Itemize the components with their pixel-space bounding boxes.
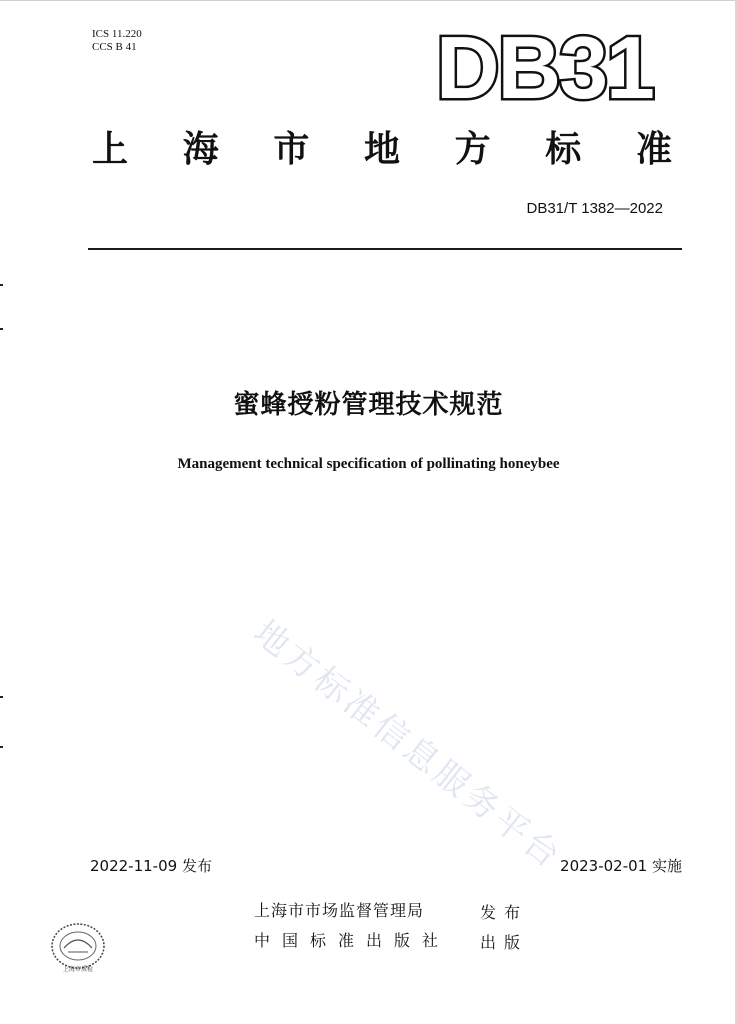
implementation-date: 2023-02-01 实施 [560,857,682,875]
issue-date: 2022-11-09 发布 [90,857,212,875]
publisher-role-label: 出版 [480,933,529,952]
document-title-chinese: 蜜蜂授粉管理技术规范 [233,390,504,420]
ccs-code: CCS B 41 [92,41,137,53]
header-divider [88,248,682,250]
watermark-text: 地方标准信息服务平台 [245,612,570,878]
top-border [0,0,737,1]
publisher-name: 中国标准出版社 [254,931,451,950]
issuer-role-label: 发布 [480,903,529,922]
document-title-english: Management technical specification of pollinating honeybee [177,456,560,472]
margin-mark [0,284,3,286]
margin-mark [0,746,3,748]
standard-type-char: 地 [363,129,400,170]
issuing-authority: 上海市市场监督管理局 [254,901,425,920]
standard-type-char: 方 [454,129,491,170]
standard-type-char: 标 [545,129,582,170]
seal-caption: 上海市质检 [62,966,93,973]
ics-code: ICS 11.220 [92,28,142,40]
standard-type-char: 准 [635,129,672,170]
standard-mark-logo: DB31 [436,18,653,117]
standard-type-char: 市 [273,129,310,170]
standard-type-heading [92,128,672,172]
margin-mark [0,328,3,330]
standard-type-char: 海 [182,129,219,170]
standard-number: DB31/T 1382—2022 [526,200,663,217]
standard-type-char: 上 [92,129,129,170]
margin-mark [0,696,3,698]
